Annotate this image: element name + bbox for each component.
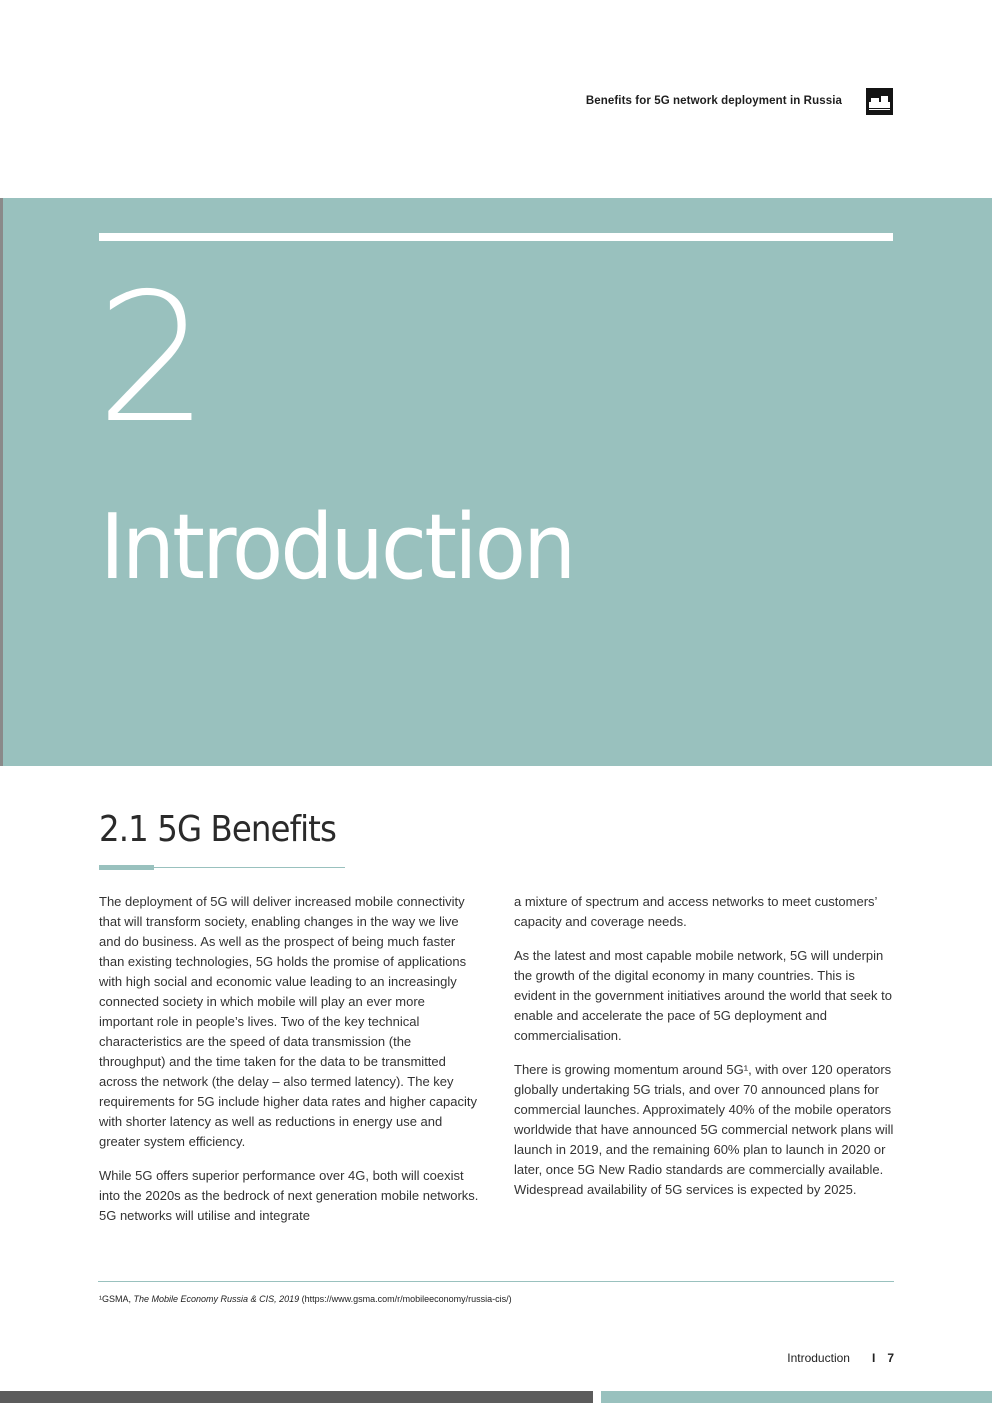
banner-rule xyxy=(99,233,893,241)
chapter-number: 2 xyxy=(96,255,206,462)
footnote-marker: ¹GSMA, xyxy=(99,1294,134,1304)
section-heading-rule xyxy=(99,865,345,870)
footer-section-label: Introduction xyxy=(787,1351,850,1365)
running-header: Benefits for 5G network deployment in Russia xyxy=(585,95,842,107)
body-paragraph: There is growing momentum around 5G¹, with over 120 operators globally undertaking 5G trials, and over 70 announced plans for commercial launches. Approximately 40% of the mobile operators worldwide that have announced 5G commercial network plans will launch in 2019, and the remaining 60% plan to launch in 2020 or later, once 5G New Radio standards are commercially available. Widespread availability of 5G services is expected by 2025. xyxy=(514,1062,894,1197)
page-number: 7 xyxy=(887,1351,894,1365)
report-logo-icon xyxy=(866,88,893,115)
footer-separator: I xyxy=(871,1351,876,1365)
body-column-left xyxy=(99,892,479,1240)
footnote-source: The Mobile Economy Russia & CIS, 2019 xyxy=(133,1294,300,1304)
body-paragraph: As the latest and most capable mobile network, 5G will underpin the growth of the digital economy in many countries. This is evident in the government initiatives around the world that seek to enable and accelerate the pace of 5G deployment and commercialisation. xyxy=(514,948,892,1043)
footer-bar-accent xyxy=(601,1391,992,1403)
banner-edge xyxy=(0,198,3,766)
body-paragraph: While 5G offers superior performance over 4G, both will coexist into the 2020s as the bedrock of next generation mobile networks. 5G networks will utilise and integrate xyxy=(99,1168,479,1223)
footnote xyxy=(99,1294,512,1304)
page-footer xyxy=(787,1351,894,1365)
chapter-title: Introduction xyxy=(100,495,574,600)
body-paragraph: a mixture of spectrum and access networks to meet customers’ capacity and coverage needs. xyxy=(514,894,877,929)
body-column-right xyxy=(514,892,894,1214)
footer-bar-dark xyxy=(0,1391,593,1403)
body-paragraph: The deployment of 5G will deliver increased mobile connectivity that will transform society, enabling changes in the way we live and do business. As well as the prospect of being much faster than existing technologies, 5G holds the promise of applications with high social and economic value leading to an increasingly connected society in which mobile will play an ever more important role in people’s lives. Two of the key technical characteristics are the speed of data transmission (the throughput) and the time taken for the data to be transmitted across the network (the delay – also termed latency). The key requirements for 5G include higher data rates and higher capacity with shorter latency as well as reductions in energy use and greater system efficiency. xyxy=(99,894,477,1149)
footnote-url[interactable]: (https://www.gsma.com/r/mobileeconomy/russia-cis/) xyxy=(299,1294,512,1304)
footnote-divider xyxy=(98,1281,894,1282)
section-heading: 2.1 5G Benefits xyxy=(99,809,336,850)
